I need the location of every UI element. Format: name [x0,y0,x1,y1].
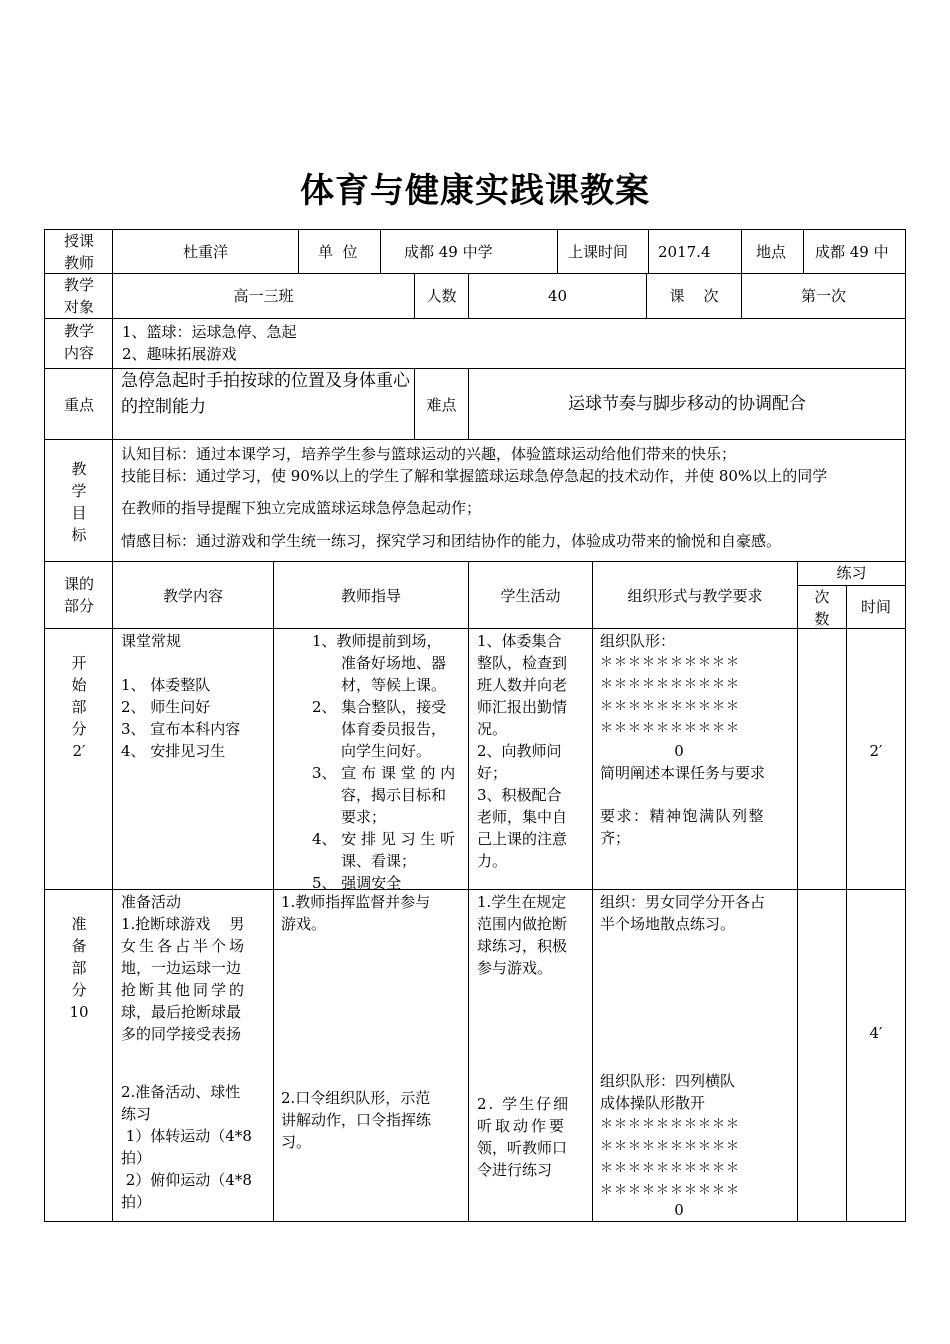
header-part: 课的 部分 [63,575,94,615]
formation-row: ＊＊＊＊＊＊＊＊＊＊ [600,1183,741,1198]
place-label: 地点 [756,243,787,261]
row-line [44,561,906,562]
col-line [468,561,469,1221]
teacher-position-mark: 0 [674,1201,684,1219]
formation-row: ＊＊＊＊＊＊＊＊＊＊ [600,655,741,670]
goal-line: 认知目标：通过本课学习，培养学生参与篮球运动的兴趣，体验篮球运动给他们带来的快乐； [121,445,737,463]
time-value: 2017.4 [658,243,711,261]
start-formation [600,652,740,740]
formation-row: ＊＊＊＊＊＊＊＊＊＊ [600,721,741,736]
difficulty-value: 运球节奏与脚步移动的协调配合 [568,394,806,414]
col-line [273,561,274,1221]
list-item: 2、 师生问好 [121,698,211,716]
start-duration: 2′ [869,742,883,760]
row-line [44,439,906,440]
session-value: 第一次 [800,287,846,305]
target-label: 教学 对象 [63,276,94,316]
goal-line: 在教师的指导提醒下独立完成篮球运球急停急起动作； [121,499,482,517]
col-line [741,229,742,273]
col-line [44,229,45,1221]
prep-guide-1: 1.教师指挥监督并参与 游戏。 [281,893,431,933]
count-value: 40 [547,287,568,305]
content-item: 1、篮球：运球急停、急起 [122,323,297,341]
prep-org-2-sub: 成体操队形散开 [600,1094,706,1112]
goal-line: 情感目标：通过游戏和学生统一练习，探究学习和团结协作的能力，体验成功带来的愉悦和自豪感。 [121,532,782,550]
prep-activity-2: 2. 学生仔细 听取动作要 领，听教师口 令进行练习 [477,1095,571,1179]
content-item: 2、趣味拓展游戏 [122,345,237,363]
prep-activity-1: 1.学生在规定 范围内做抢断 球练习，积极 参与游戏。 [477,893,568,977]
header-times: 次 数 [814,588,830,628]
header-org: 组织形式与教学要求 [627,587,763,605]
col-line [797,561,798,1221]
start-org-note: 简明阐述本课任务与要求 [600,764,766,782]
prep-guide-2: 2.口令组织队形，示范 讲解动作，口令指挥练 习。 [281,1089,432,1151]
header-duration: 时间 [860,598,891,616]
start-part-label: 开 始 部 分 2′ [71,654,87,760]
formation-row: ＊＊＊＊＊＊＊＊＊＊ [600,699,741,714]
start-content-list [121,674,240,762]
page-title: 体育与健康实践课教案 [300,171,650,211]
list-item: 3、 宣布本科内容 [121,720,241,738]
key-point-value: 急停急起时手拍按球的位置及身体重心的控制能力 [121,371,410,417]
start-org-requirement: 要求：精神饱满队列整 齐； [600,807,766,847]
prep-org-2-title: 组织队形：四列横队 [600,1072,736,1090]
goal-line: 技能目标：通过学习，使 90%以上的学生了解和掌握篮球运球急停急起的技术动作，并使 80%以上的同学 [121,467,828,485]
row-line [44,628,906,629]
teacher-position-mark: 0 [674,742,684,760]
col-line [298,229,299,273]
col-line [803,229,804,273]
col-line [592,561,593,1221]
target-value: 高一三班 [233,287,294,305]
header-practice: 练习 [836,564,867,582]
formation-row: ＊＊＊＊＊＊＊＊＊＊ [600,677,741,692]
count-label: 人数 [426,287,457,305]
unit-label: 单 位 [318,243,358,261]
start-org-title: 组织队形： [600,632,676,650]
col-line [648,229,649,273]
difficulty-label: 难点 [426,396,457,414]
unit-value: 成都 49 中学 [404,243,493,261]
content-label: 教学 内容 [63,322,94,362]
time-label: 上课时间 [568,243,629,261]
row-line [44,229,906,230]
prep-formation [600,1114,740,1202]
prep-duration: 4′ [869,1024,883,1042]
col-line [846,585,847,1221]
header-content: 教学内容 [162,587,223,605]
row-line [44,273,906,274]
place-value: 成都 49 中 [815,243,889,261]
col-line [557,229,558,273]
prep-org-1: 组织：男女同学分开各占 半个场地散点练习。 [600,893,766,933]
col-line [905,229,906,1221]
formation-row: ＊＊＊＊＊＊＊＊＊＊ [600,1161,741,1176]
header-activity: 学生活动 [500,587,561,605]
col-line [112,229,113,1221]
start-guide: 1、教师提前到场， 准备好场地、器 材，等候上课。 2、 集合整队，接受 体育委员报告， 向学生问好。 3、 宣 布 课 堂 的 内 容，揭示目标和 要求； 4、 安 排 见 习 生 听 课、看课； 5、 强调安全 [312,632,456,892]
session-label: 课 次 [669,287,719,305]
formation-row: ＊＊＊＊＊＊＊＊＊＊ [600,1117,741,1132]
goals-label: 教 学 目 标 [71,460,87,544]
start-activity: 1、体委集合 整队，检查到 班人数并向老 师汇报出勤情 况。 2、向教师问 好； 3、积极配合 老师，集中自 己上课的注意 力。 [477,632,568,870]
prep-content-2: 2.准备活动、球性 练习 1）体转运动（4*8 拍） 2）俯仰运动（4*8 拍） [121,1083,252,1211]
col-line [380,229,381,273]
formation-row: ＊＊＊＊＊＊＊＊＊＊ [600,1139,741,1154]
header-guide: 教师指导 [340,587,401,605]
list-item: 1、 体委整队 [121,676,211,694]
prep-content-1: 准备活动 1.抢断球游戏 男 女生各占半个场 地，一边运球一边 抢断其他同学的 球，最后抢断球最 多的同学接受表扬 [121,893,248,1043]
prep-part-label: 准 备 部 分 10 [69,915,89,1021]
row-line [44,1221,906,1222]
list-item: 4、 安排见习生 [121,742,226,760]
key-point-label: 重点 [63,396,94,414]
teacher-name: 杜重洋 [182,243,228,261]
start-content-title: 课堂常规 [121,632,182,650]
row-line [44,318,906,319]
row-line [44,889,906,890]
teacher-label: 授课 教师 [63,232,94,272]
